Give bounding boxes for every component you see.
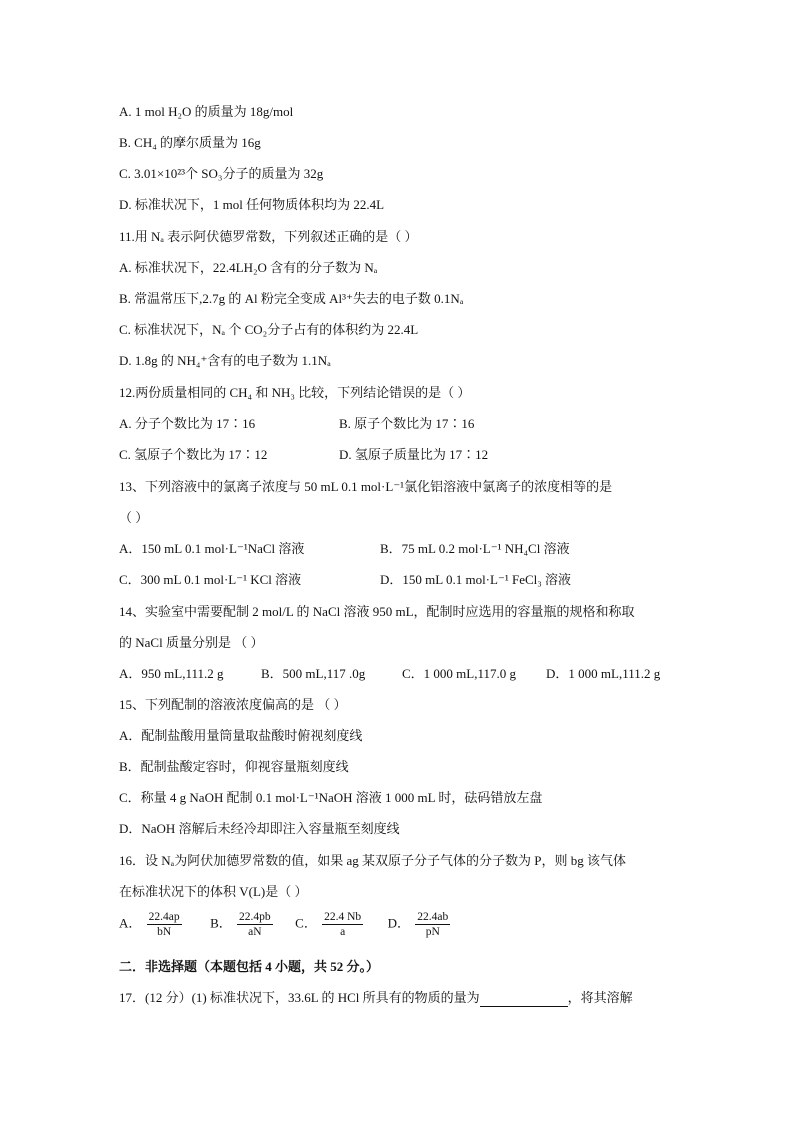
q16-stem: 16．设 Nₐ为阿伏加德罗常数的值，如果 ag 某双原子分子气体的分子数为 P，则 bg 该气体 xyxy=(119,853,626,868)
q14-option-d: D．1 000 mL,111.2 g xyxy=(546,666,661,681)
q13-option-c: C．300 mL 0.1 mol·L⁻¹ KCl 溶液 xyxy=(119,572,302,587)
q16-option-d-denominator: pN xyxy=(425,926,440,938)
q15-option-a: A．配制盐酸用量筒量取盐酸时俯视刻度线 xyxy=(119,728,363,743)
q16-option-a-label: A． xyxy=(119,915,142,931)
q12-stem: 12.两份质量相同的 CH₄ 和 NH₃ 比较，下列结论错误的是（ ） xyxy=(119,385,471,400)
section-2-heading: 二．非选择题（本题包括 4 小题，共 52 分。） xyxy=(119,959,380,974)
q10-option-b: B. CH₄ 的摩尔质量为 16g xyxy=(119,135,261,150)
q14-option-c: C．1 000 mL,117.0 g xyxy=(402,666,516,681)
q13-option-b: B．75 mL 0.2 mol·L⁻¹ NH₄Cl 溶液 xyxy=(380,541,570,556)
q16-option-b-fraction xyxy=(237,910,273,939)
q17-text-before-blank: 17．(12 分）(1) 标准状况下，33.6L 的 HCl 所具有的物质的量为 xyxy=(119,990,480,1005)
q10-option-c: C. 3.01×10²³个 SO₃分子的质量为 32g xyxy=(119,166,324,181)
q14-option-a: A．950 mL,111.2 g xyxy=(119,666,224,681)
q17-text-after-blank: ，将其溶解 xyxy=(567,990,633,1005)
q11-option-c: C. 标准状况下，Nₐ 个 CO₂分子占有的体积约为 22.4L xyxy=(119,322,419,337)
q15-option-b: B．配制盐酸定容时，仰视容量瓶刻度线 xyxy=(119,759,349,774)
q16-option-b-label: B． xyxy=(210,915,232,931)
q16-option-a-denominator: bN xyxy=(157,926,172,938)
q16-option-c-label: C． xyxy=(295,915,317,931)
q10-option-d: D. 标准状况下，1 mol 任何物质体积均为 22.4L xyxy=(119,197,385,212)
q11-option-a: A. 标准状况下，22.4LH₂O 含有的分子数为 Nₐ xyxy=(119,260,378,275)
q15-option-d: D．NaOH 溶解后未经冷却即注入容量瓶至刻度线 xyxy=(119,821,400,836)
q11-stem: 11.用 Nₐ 表示阿伏德罗常数，下列叙述正确的是（ ） xyxy=(119,229,418,244)
q12-option-d: D. 氢原子质量比为 17∶12 xyxy=(339,447,489,462)
q14-stem-cont: 的 NaCl 质量分别是 （ ） xyxy=(119,635,264,650)
q16-option-c-denominator: a xyxy=(340,926,346,938)
q13-stem: 13、下列溶液中的氯离子浓度与 50 mL 0.1 mol·L⁻¹氯化铝溶液中氯离子的浓度相等的是 xyxy=(119,479,613,494)
q16-options xyxy=(119,910,452,939)
q16-option-b-numerator: 22.4pb xyxy=(239,911,271,923)
q16-option-c-fraction xyxy=(322,910,363,939)
q14-stem: 14、实验室中需要配制 2 mol/L 的 NaCl 溶液 950 mL，配制时应选用的容量瓶的规格和称取 xyxy=(119,604,635,619)
q13-option-a: A．150 mL 0.1 mol·L⁻¹NaCl 溶液 xyxy=(119,541,305,556)
q16-option-b-denominator: aN xyxy=(248,926,262,938)
q16-option-d-label: D． xyxy=(387,915,411,931)
q16-option-c-numerator: 22.4 Nb xyxy=(324,911,362,923)
q14-option-b: B．500 mL,117 .0g xyxy=(261,666,366,681)
q12-option-b: B. 原子个数比为 17∶16 xyxy=(339,416,475,431)
q15-option-c: C．称量 4 g NaOH 配制 0.1 mol·L⁻¹NaOH 溶液 1 000 mL 时，砝码错放左盘 xyxy=(119,790,543,805)
q16-stem-cont: 在标准状况下的体积 V(L)是（ ） xyxy=(119,884,308,899)
q12-option-c: C. 氢原子个数比为 17∶12 xyxy=(119,447,268,462)
q16-option-d-numerator: 22.4ab xyxy=(417,911,449,923)
q17-answer-blank xyxy=(480,992,568,1007)
q11-option-b: B. 常温常压下,2.7g 的 Al 粉完全变成 Al³⁺失去的电子数 0.1Nₐ xyxy=(119,291,464,306)
q16-option-d-fraction xyxy=(415,910,450,939)
q11-option-d: D. 1.8g 的 NH₄⁺含有的电子数为 1.1Nₐ xyxy=(119,353,331,368)
q15-stem: 15、下列配制的溶液浓度偏高的是 （ ） xyxy=(119,697,347,712)
q13-option-d: D．150 mL 0.1 mol·L⁻¹ FeCl₃ 溶液 xyxy=(380,572,572,587)
q10-option-a: A. 1 mol H₂O 的质量为 18g/mol xyxy=(119,104,294,119)
q16-option-a-fraction xyxy=(147,910,182,939)
q17-stem xyxy=(119,989,633,1007)
q16-option-a-numerator: 22.4ap xyxy=(148,911,180,923)
q12-option-a: A. 分子个数比为 17∶16 xyxy=(119,416,256,431)
q13-stem-cont: （ ） xyxy=(119,510,149,525)
